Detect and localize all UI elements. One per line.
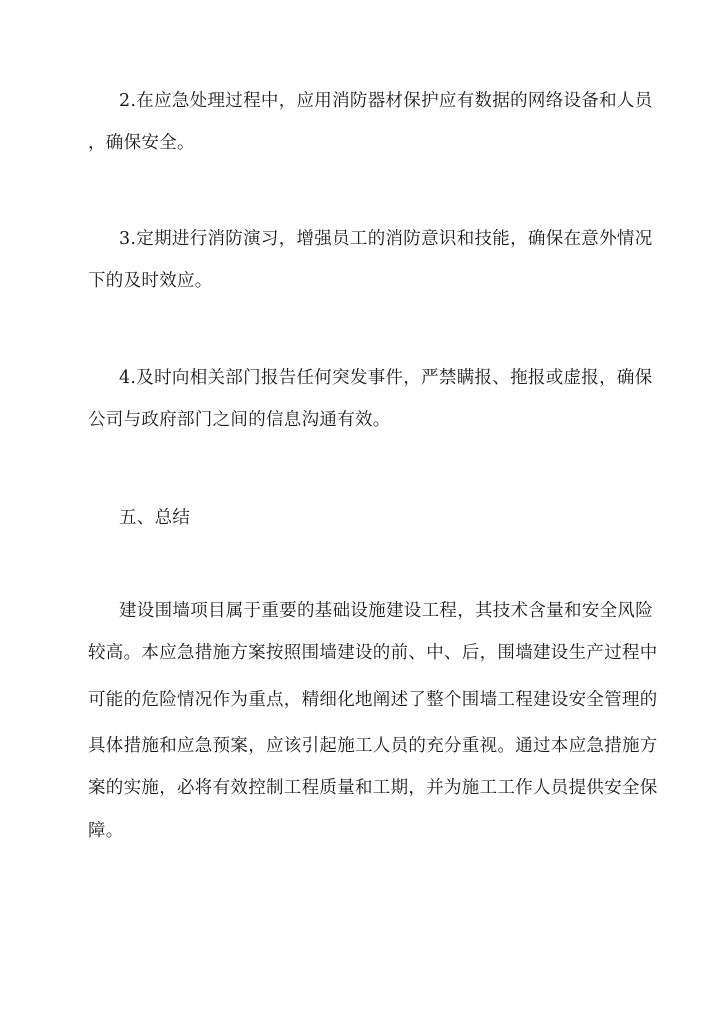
item-3-line-1: 3.定期进行消防演习，增强员工的消防意识和技能，确保在意外情况 xyxy=(119,229,653,249)
summary-line-5: 案的实施，必将有效控制工程质量和工期，并为施工工作人员提供安全保 xyxy=(88,778,658,798)
summary-line-6: 障。 xyxy=(88,821,124,841)
item-2-line-2: ，确保安全。 xyxy=(88,133,195,153)
section-heading: 五、总结 xyxy=(119,508,191,528)
summary-line-1: 建设围墙项目属于重要的基础设施建设工程，其技术含量和安全风险 xyxy=(119,601,653,621)
summary-line-2: 较高。本应急措施方案按照围墙建设的前、中、后，围墙建设生产过程中 xyxy=(88,643,658,663)
summary-line-3: 可能的危险情况作为重点，精细化地阐述了整个围墙工程建设安全管理的 xyxy=(88,690,658,710)
item-4-line-2: 公司与政府部门之间的信息沟通有效。 xyxy=(88,410,391,430)
item-3-line-2: 下的及时效应。 xyxy=(88,271,213,291)
item-4-line-1: 4.及时向相关部门报告任何突发事件，严禁瞒报、拖报或虚报，确保 xyxy=(119,368,653,388)
summary-line-4: 具体措施和应急预案，应该引起施工人员的充分重视。通过本应急措施方 xyxy=(88,736,658,756)
item-2-line-1: 2.在应急处理过程中，应用消防器材保护应有数据的网络设备和人员 xyxy=(119,91,653,111)
